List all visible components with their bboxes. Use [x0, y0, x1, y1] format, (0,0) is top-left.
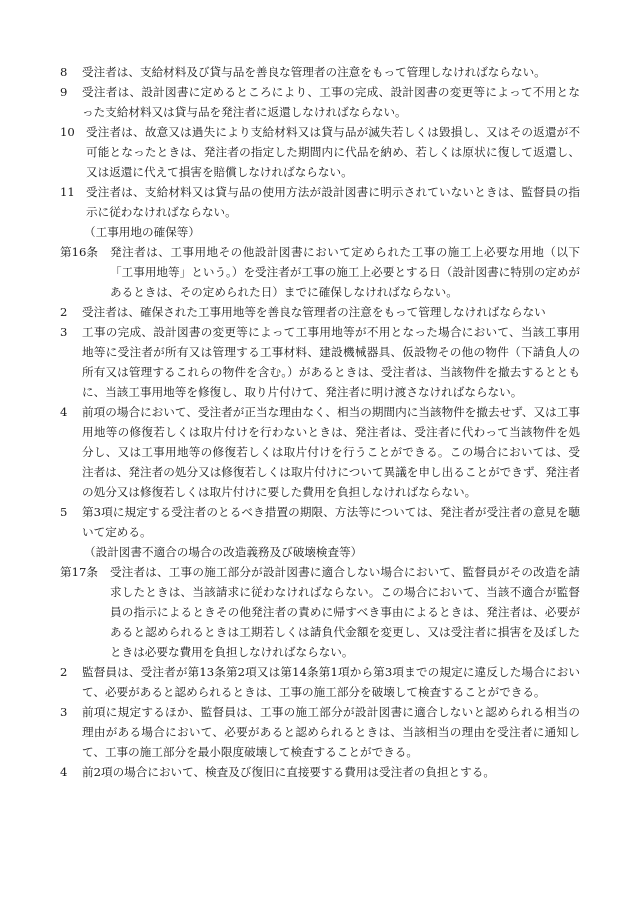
- paragraph-text: 受注者は、設計図書に定めるところにより、工事の完成、設計図書の変更等によって不用となった支給材料又は貸与品を発注者に返還しなければならない。: [82, 85, 580, 119]
- paragraph-number: 5: [60, 505, 68, 519]
- paragraph-2: [60, 662, 580, 702]
- paragraph-number: 3: [60, 705, 68, 719]
- paragraph-text: 工事の完成、設計図書の変更等によって工事用地等が不用となった場合において、当該工事用地等に受注者が所有又は管理する工事材料、建設機械器具、仮設物その他の物件（下請負人の所有又は管理するこれらの物件を含む。）があるときは、受注者は、当該物件を撤去するとともに、当該工事用地等を修復し、取り片付けて、発注者に明け渡さなければならない。: [82, 325, 580, 399]
- article-caption: （工事用地の確保等）: [84, 225, 200, 239]
- paragraph-11: [60, 182, 580, 222]
- paragraph-number: 2: [60, 665, 68, 679]
- paragraph-text: 受注者は、故意又は過失により支給材料又は貸与品が滅失若しくは毀損し、又はその返還が不可能となったときは、発注者の指定した期間内に代品を納め、若しくは原状に復して返還し、又は返還に代えて損害を賠償しなければならない。: [86, 125, 580, 179]
- paragraph-number: 10: [60, 125, 75, 139]
- paragraph-10: [60, 122, 580, 182]
- paragraph-2: [60, 302, 580, 322]
- paragraph-number: 3: [60, 325, 68, 339]
- article-17: [60, 562, 580, 662]
- paragraph-4: [60, 402, 580, 502]
- paragraph-number: 8: [60, 65, 68, 79]
- paragraph-3: [60, 322, 580, 402]
- article-number: 第16条: [60, 245, 98, 259]
- paragraph-text: 監督員は、受注者が第13条第2項又は第14条第1項から第3項までの規定に違反した場合において、必要があると認められるときは、工事の施工部分を破壊して検査することができる。: [82, 665, 580, 699]
- paragraph-4: [60, 762, 580, 782]
- paragraph-text: 前2項の場合において、検査及び復旧に直接要する費用は受注者の負担とする。: [82, 765, 495, 779]
- paragraph-number: 9: [60, 85, 68, 99]
- paragraph-number: 11: [60, 185, 75, 199]
- paragraph-text: 前項の場合において、受注者が正当な理由なく、相当の期間内に当該物件を撤去せず、又は工事用地等の修復若しくは取片付けを行わないときは、発注者は、受注者に代わって当該物件を処分し、又は工事用地等の修復若しくは取片付けを行うことができる。この場合においては、受注者は、発注者の処分又は修復若しくは取片付けについて異議を申し出ることができず、発注者の処分又は修復若しくは取片付けに要した費用を負担しなければならない。: [82, 405, 580, 499]
- article-caption: （設計図書不適合の場合の改造義務及び破壊検査等）: [84, 545, 363, 559]
- article-text: 受注者は、工事の施工部分が設計図書に適合しない場合において、監督員がその改造を請求したときは、当該請求に従わなければならない。この場合において、当該不適合が監督員の指示によるときその他発注者の責めに帰すべき事由によるときは、発注者は、必要があると認められるときは工期若しくは請負代金額を変更し、又は受注者に損害を及ぼしたときは必要な費用を負担しなければならない。: [110, 565, 580, 659]
- paragraph-number: 2: [60, 305, 68, 319]
- article-text: 発注者は、工事用地その他設計図書において定められた工事の施工上必要な用地（以下「工事用地等」という。）を受注者が工事の施工上必要とする日（設計図書に特別の定めがあるときは、その定められた日）までに確保しなければならない。: [110, 245, 580, 299]
- paragraph-5: [60, 502, 580, 542]
- paragraph-text: 受注者は、確保された工事用地等を善良な管理者の注意をもって管理しなければならない: [82, 305, 546, 319]
- paragraph-number: 4: [60, 405, 68, 419]
- paragraph-text: 前項に規定するほか、監督員は、工事の施工部分が設計図書に適合しないと認められる相当の理由がある場合において、必要があると認められるときは、当該相当の理由を受注者に通知して、工事の施工部分を最小限度破壊して検査することができる。: [82, 705, 580, 759]
- paragraph-8: [60, 62, 580, 82]
- paragraph-text: 受注者は、支給材料及び貸与品を善良な管理者の注意をもって管理しなければならない。: [82, 65, 546, 79]
- article-number: 第17条: [60, 565, 98, 579]
- paragraph-3: [60, 702, 580, 762]
- paragraph-number: 4: [60, 765, 68, 779]
- paragraph-9: [60, 82, 580, 122]
- paragraph-text: 受注者は、支給材料又は貸与品の使用方法が設計図書に明示されていないときは、監督員の指示に従わなければならない。: [86, 185, 580, 219]
- article-16: [60, 242, 580, 302]
- document-body: [60, 62, 580, 782]
- paragraph-text: 第3項に規定する受注者のとるべき措置の期限、方法等については、発注者が受注者の意見を聴いて定める。: [82, 505, 580, 539]
